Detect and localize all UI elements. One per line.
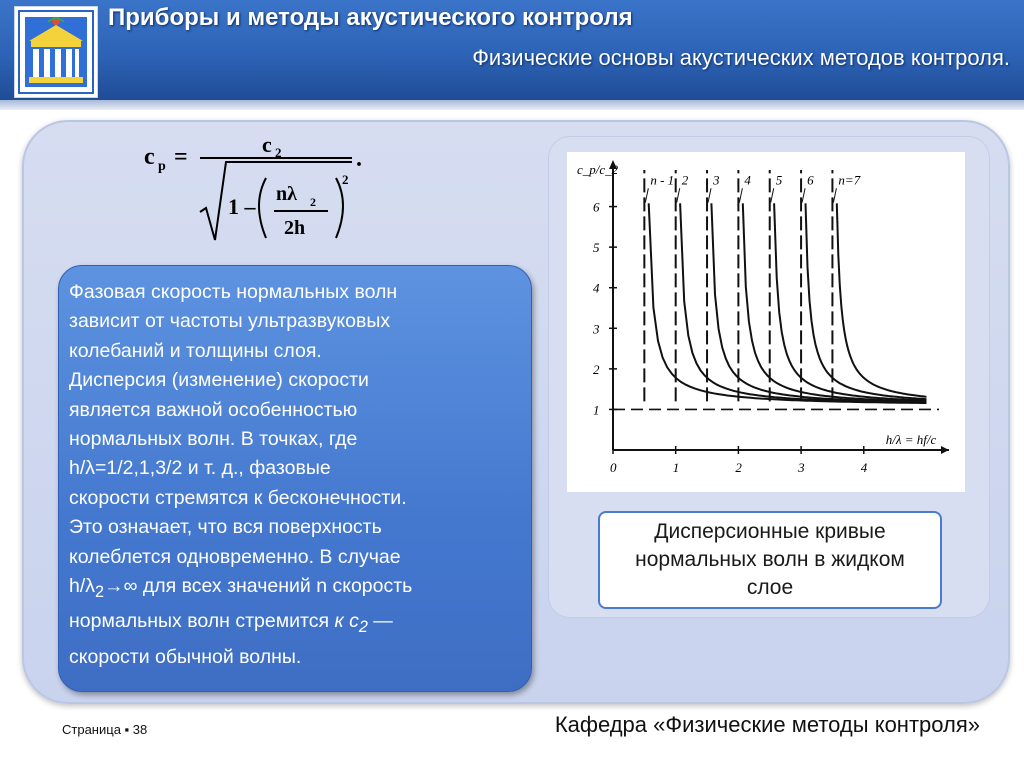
series-label: 3: [713, 172, 720, 188]
series-label: n - 1: [650, 172, 675, 188]
department-name: Кафедра «Физические методы контроля»: [554, 712, 980, 737]
chart-caption-text: Дисперсионные кривые нормальных волн в жидком слое: [635, 520, 905, 599]
formula-power: 2: [342, 172, 349, 187]
dispersion-curve: [649, 203, 927, 403]
x-tick-label: 3: [798, 460, 805, 475]
x-tick-label: 4: [860, 460, 868, 475]
logo-emblem-icon: [15, 7, 97, 97]
x-tick-label: 0: [610, 460, 617, 475]
formula-inner-numerator-sub: 2: [310, 195, 316, 209]
x-tick-label: 1: [672, 460, 680, 475]
dispersion-chart-svg: [567, 152, 965, 492]
series-label: n=7: [838, 172, 861, 188]
y-tick-label: 6: [593, 199, 600, 215]
y-tick-label: 5: [593, 240, 600, 256]
x-axis-label: h/λ = hf/c: [885, 432, 937, 447]
description-text: Фазовая скорость нормальных волн зависит от частоты ультразвуковых колебаний и толщины слоя. Дисперсия (изменение) скорости является важной особенностью нормальных волн. В точках, где h/λ=1/2,1,3/2 и т. д., фазовые скорости стремятся к бесконечности. Это означает, что вся поверхность колеблется одновременно. В случае $h/\lambda_2\to\infty$ для всех значений n скорость нормальных волн стремится к $c_2$ — скорости обычной волны.: [69, 281, 413, 668]
page-number: Страница ▪ 38: [62, 722, 148, 737]
series-label-leader: [645, 188, 648, 202]
series-label-leader: [802, 188, 805, 202]
series-label-leader: [771, 188, 774, 202]
series-label-leader: [739, 188, 742, 202]
formula-paren-right: [336, 178, 343, 238]
dispersion-chart: [567, 152, 965, 492]
x-axis-arrow: [941, 446, 949, 454]
series-label: 5: [775, 172, 783, 188]
dispersion-curve: [806, 203, 927, 399]
formula-inner-denominator: 2h: [284, 217, 306, 239]
dispersion-curve: [774, 203, 926, 400]
chart-caption: [598, 511, 942, 609]
series-label-leader: [833, 188, 836, 202]
formula-one-minus: 1 –: [228, 194, 256, 219]
y-tick-label: 2: [593, 361, 600, 377]
dispersion-curve: [837, 203, 927, 396]
formula-equals: =: [174, 144, 188, 170]
description-box: [58, 265, 532, 692]
series-label: 2: [681, 172, 689, 188]
formula-lhs: c: [144, 144, 155, 170]
dispersion-curve: [680, 203, 926, 402]
series-label: 4: [744, 172, 751, 188]
y-tick-label: 4: [593, 280, 600, 296]
formula-lhs-sub: p: [158, 159, 166, 174]
slide-title: Приборы и методы акустического контроля: [108, 4, 633, 31]
formula-numerator: c: [262, 132, 272, 157]
formula-numerator-sub: 2: [275, 145, 282, 160]
x-tick-label: 2: [735, 460, 742, 475]
slide-subtitle: Физические основы акустических методов контроля.: [472, 45, 1010, 70]
university-logo: [14, 6, 98, 98]
header-divider: [0, 100, 1024, 110]
series-label: 6: [807, 172, 814, 188]
formula-inner-numerator: nλ: [276, 183, 297, 205]
formula-paren-left: [259, 178, 266, 238]
phase-velocity-formula: [140, 132, 380, 250]
y-tick-label: 3: [593, 321, 600, 337]
series-label-leader: [708, 188, 711, 202]
formula-period: .: [356, 146, 362, 172]
series-label-leader: [677, 188, 680, 202]
y-axis-label: c_p/c_2: [577, 162, 619, 177]
y-tick-label: 1: [593, 402, 600, 418]
